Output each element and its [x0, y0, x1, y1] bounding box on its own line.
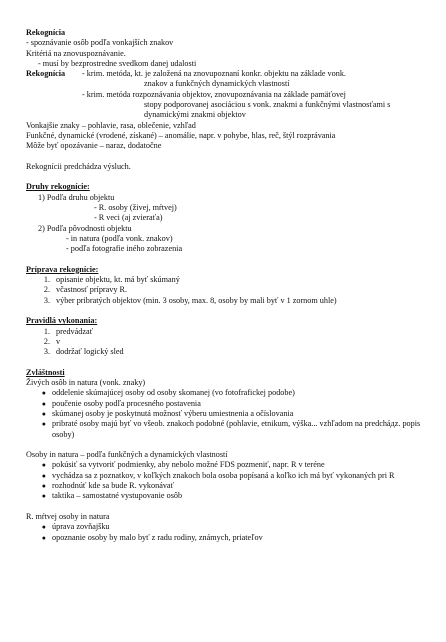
list-subitem: - in natura (podľa vonk. znakov) [66, 233, 173, 243]
definition-text: dynamickými znakmi objektov [144, 110, 246, 120]
bullet-icon: ● [41, 389, 46, 398]
list-item [26, 533, 428, 543]
bullet-icon: ● [41, 409, 46, 418]
bullet-icon: ● [41, 420, 46, 429]
list-text: dodržať logický sled [56, 347, 124, 357]
list-number: 3. [43, 347, 50, 357]
text-line: Živých osôb in natura (vonk. znaky) [26, 378, 146, 388]
text-line: Môže byť opozávanie – naraz, dodatočne [26, 141, 162, 151]
list-subitem: - R veci (aj zvieraťa) [94, 213, 163, 223]
list-text: opoznanie osoby by malo byť z radu rodiny, známych, priateľov [52, 532, 263, 542]
text-line: Rekognícii predchádza výsluch. [26, 161, 131, 171]
text-line: Vonkajšie znaky – pohlavie, rasa, oblečenie, vzhľad [26, 120, 196, 130]
list-item [26, 471, 428, 481]
text-line: Kritériá na znovuspoznávanie. [26, 48, 126, 58]
section-heading-pravidla: Pravidlá vykonania: [26, 316, 98, 326]
list-item [26, 419, 428, 440]
list-text: opisanie objektu, kt. má byť skúmaný [56, 275, 180, 285]
section-heading-rekognicia: Rekognícia [26, 28, 66, 37]
bullet-list-zivych [26, 388, 428, 439]
list-text: v [56, 336, 61, 346]
list-text: včastnosť prípravy R. [56, 285, 128, 295]
list-item [26, 275, 428, 285]
list-text: pokúsiť sa vytvoriť podmienky, aby nebolo možné FDS pozmeniť, napr. R v teréne [52, 460, 325, 470]
text-line: R. mŕtvej osoby in natura [26, 511, 110, 521]
list-text: taktika – samostatné vystupovanie osôb [52, 491, 183, 501]
list-number: 2. [43, 285, 50, 295]
bullet-icon: ● [41, 492, 46, 501]
list-item [26, 399, 428, 409]
list-number: 2. [43, 336, 50, 346]
definition-label: Rekognícia [26, 69, 66, 79]
list-text: vychádza sa z poznatkov, v koľkých znakoch bola osoba popísaná a koľko ich má byť vykonaných pri R [52, 470, 395, 480]
bullet-list-mrtvej [26, 522, 428, 543]
text-line: - musí by bezprostredne svedkom danej udalosti [38, 58, 197, 68]
text-line: Funkčné, dynamické (vrodené, získané) – anomálie, napr. v pohybe, hlas, reč, štýl rozprávania [26, 130, 336, 140]
section-heading-priprava: Príprava rekognície: [26, 264, 99, 274]
definition-text: stopy podporovanej asociáciou s vonk. znakmi a funkčnými vlastnosťami s [144, 100, 391, 110]
definition-row [26, 69, 428, 120]
text-line: - spoznávanie osôb podľa vonkajších znakov [26, 38, 174, 48]
list-item [26, 347, 428, 357]
list-text: úprava zovňajšku [52, 522, 110, 532]
list-item [26, 409, 428, 419]
section-heading-zvlastnosti: Zvláštnosti [26, 367, 65, 377]
bullet-icon: ● [41, 523, 46, 532]
list-item [26, 388, 428, 398]
list-item [26, 327, 428, 337]
definition-text: znakov a funkčných dynamických vlastností [144, 79, 290, 89]
list-text: predvádzať [56, 326, 94, 336]
list-text: poučenie osoby podľa procesného postavenia [52, 398, 201, 408]
list-item [26, 481, 428, 491]
list-subitem: - R. osoby (živej, mŕtvej) [94, 203, 177, 213]
list-item [26, 337, 428, 347]
list-subitem: - podľa fotografie iného zobrazenia [66, 244, 183, 254]
bullet-icon: ● [41, 399, 46, 408]
list-item: 2) Podľa pôvodnosti objektu [38, 223, 132, 233]
ordered-list-priprava [26, 275, 428, 306]
list-text: oddelenie skúmajúcej osoby od osoby skomanej (vo fotofrafickej podobe) [52, 388, 295, 398]
list-item [26, 522, 428, 532]
list-text: skúmanej osoby je poskytnutá možnosť výberu umiestnenia a očíslovania [52, 408, 294, 418]
list-number: 1. [43, 326, 50, 336]
text-line: Osoby in natura – podľa funkčných a dynamických vlastností [26, 450, 228, 460]
list-item: 1) Podľa druhu objektu [38, 192, 115, 202]
bullet-icon: ● [41, 533, 46, 542]
bullet-icon: ● [41, 471, 46, 480]
definition-text: - krim. metóda rozpoznávania objektov, znovupoznávania na základe pamäťovej [82, 89, 346, 99]
list-item [26, 460, 428, 470]
list-item [26, 285, 428, 295]
bullet-icon: ● [41, 482, 46, 491]
list-text: pribraté osoby majú byť vo všeob. znakoch podobné (pohlavie, etnikum, výška... vzhľadom na predcháдz. popis osoby) [52, 419, 421, 439]
bullet-icon: ● [41, 461, 46, 470]
section-heading-druhy: Druhy rekognície: [26, 182, 90, 192]
list-text: rozhodnúť kde sa bude R. vykonávať [52, 481, 175, 491]
list-text: výber pribratých objektov (min. 3 osoby, max. 8, osoby by mali byť v 1 zornom uhle) [56, 295, 337, 305]
ordered-list-pravidla [26, 327, 428, 358]
definition-text: - krim. metóda, kt. je založená na znovupoznaní konkr. objektu na základe vonk. [82, 69, 346, 79]
bullet-list-osoby [26, 460, 428, 501]
list-number: 1. [43, 275, 50, 285]
list-number: 3. [43, 295, 50, 305]
list-item [26, 491, 428, 501]
list-item [26, 296, 428, 306]
